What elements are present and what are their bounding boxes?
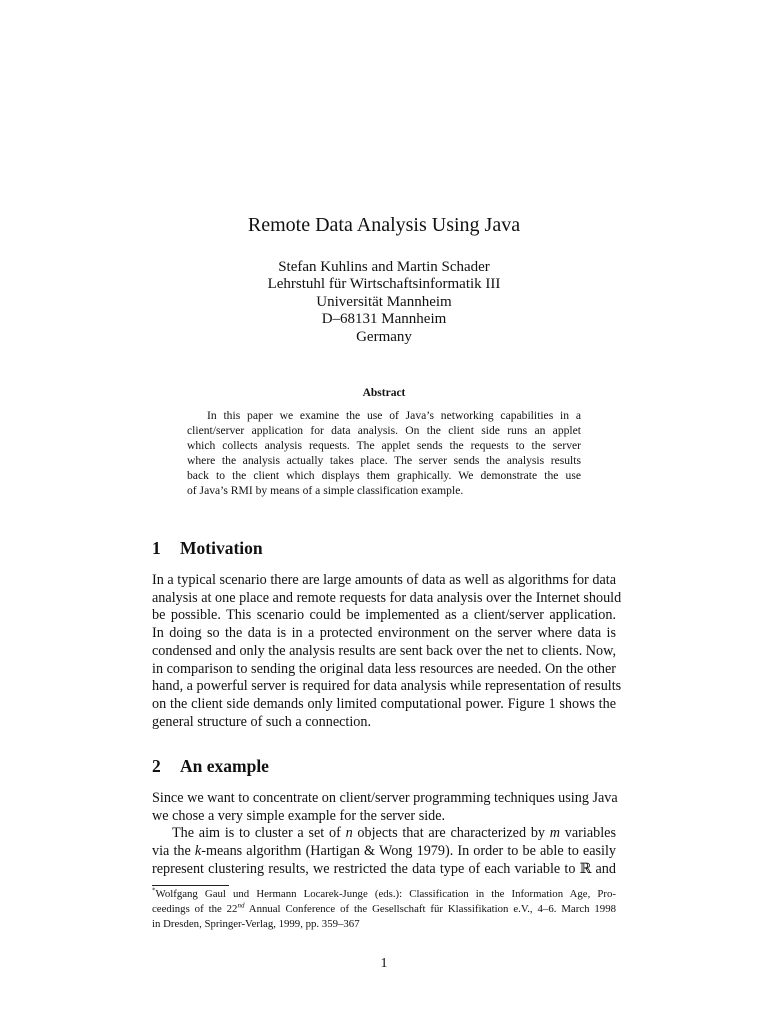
abstract-line: In this paper we examine the use of Java’s networking capabilities in a bbox=[207, 409, 581, 422]
text-run: variables bbox=[560, 825, 616, 842]
text-run: Wolfgang Gaul und Hermann Locarek-Junge (eds.): Classification in the Information Age, Pro- bbox=[155, 888, 616, 900]
abstract-line: back to the client which displays them graphically. We demonstrate the use bbox=[187, 469, 581, 483]
footnote-rule bbox=[152, 885, 229, 886]
text-run: The aim is to cluster a set of bbox=[172, 825, 346, 842]
ordinal-suffix: nd bbox=[237, 901, 245, 910]
section-body-motivation bbox=[152, 572, 622, 731]
section-title: Motivation bbox=[180, 538, 263, 558]
author-block bbox=[0, 259, 768, 346]
footnote-line: in Dresden, Springer-Verlag, 1999, pp. 359–367 bbox=[152, 918, 360, 930]
body-line: hand, a powerful server is required for data analysis while representation of results bbox=[152, 678, 622, 695]
author-affiliation: Lehrstuhl für Wirtschaftsinformatik III bbox=[267, 276, 501, 293]
body-line: on the client side demands only limited computational power. Figure 1 shows the bbox=[152, 695, 616, 712]
text-run: Annual Conference of the Gesellschaft für Klassifikation e.V., 4–6. March 1998 bbox=[244, 903, 616, 915]
section-heading-example bbox=[152, 755, 269, 777]
section-number: 1 bbox=[152, 538, 161, 558]
footnote bbox=[152, 887, 616, 932]
abstract-line: where the analysis actually takes place. The server sends the analysis results bbox=[187, 454, 581, 468]
math-variable-k: k bbox=[194, 843, 202, 860]
author-university: Universität Mannheim bbox=[316, 293, 452, 310]
section-body-example bbox=[152, 790, 616, 879]
author-country: Germany bbox=[356, 328, 412, 345]
section-number: 2 bbox=[152, 756, 161, 776]
section-title: An example bbox=[180, 756, 269, 776]
text-run: ceedings of the 22 bbox=[152, 903, 238, 915]
footnote-line bbox=[152, 902, 616, 917]
abstract-line: client/server application for data analysis. On the client side runs an applet bbox=[187, 424, 581, 438]
body-line: condensed and only the analysis results are sent back over the net to clients. Now, bbox=[152, 642, 616, 659]
page-number: 1 bbox=[380, 956, 388, 971]
math-variable-n: n bbox=[345, 825, 353, 842]
section-heading-motivation bbox=[152, 537, 263, 559]
body-line: represent clustering results, we restricted the data type of each variable to ℝ and bbox=[152, 860, 616, 877]
body-line: be possible. This scenario could be implemented as a client/server application. bbox=[152, 607, 616, 624]
body-line: Since we want to concentrate on client/server programming techniques using Java bbox=[152, 790, 618, 806]
text-run: via the bbox=[152, 843, 195, 860]
abstract-body bbox=[187, 408, 581, 499]
author-names: Stefan Kuhlins and Martin Schader bbox=[278, 259, 490, 275]
text-run: objects that are characterized by bbox=[352, 825, 550, 842]
body-line: in comparison to sending the original data less resources are needed. On the other bbox=[152, 660, 616, 677]
body-line bbox=[152, 825, 616, 843]
footnote-line bbox=[152, 887, 616, 902]
body-line: analysis at one place and remote requests for data analysis over the Internet should bbox=[152, 589, 622, 606]
abstract-heading: Abstract bbox=[362, 387, 406, 399]
body-line: we chose a very simple example for the server side. bbox=[152, 807, 446, 824]
body-line bbox=[152, 843, 616, 861]
text-run: -means algorithm (Hartigan & Wong 1979). In order to be able to easily bbox=[201, 843, 617, 860]
abstract-line: of Java’s RMI by means of a simple classification example. bbox=[187, 484, 464, 498]
footnote-marker: * bbox=[152, 886, 156, 895]
abstract-line: which collects analysis requests. The applet sends the requests to the server bbox=[187, 439, 581, 453]
math-variable-m: m bbox=[549, 825, 561, 842]
author-city: D–68131 Mannheim bbox=[321, 311, 447, 328]
body-line: general structure of such a connection. bbox=[152, 713, 372, 730]
paper-title: Remote Data Analysis Using Java bbox=[247, 214, 521, 236]
body-line: In doing so the data is in a protected environment on the server where data is bbox=[152, 625, 616, 642]
body-line: In a typical scenario there are large amounts of data as well as algorithms for data bbox=[152, 572, 616, 588]
